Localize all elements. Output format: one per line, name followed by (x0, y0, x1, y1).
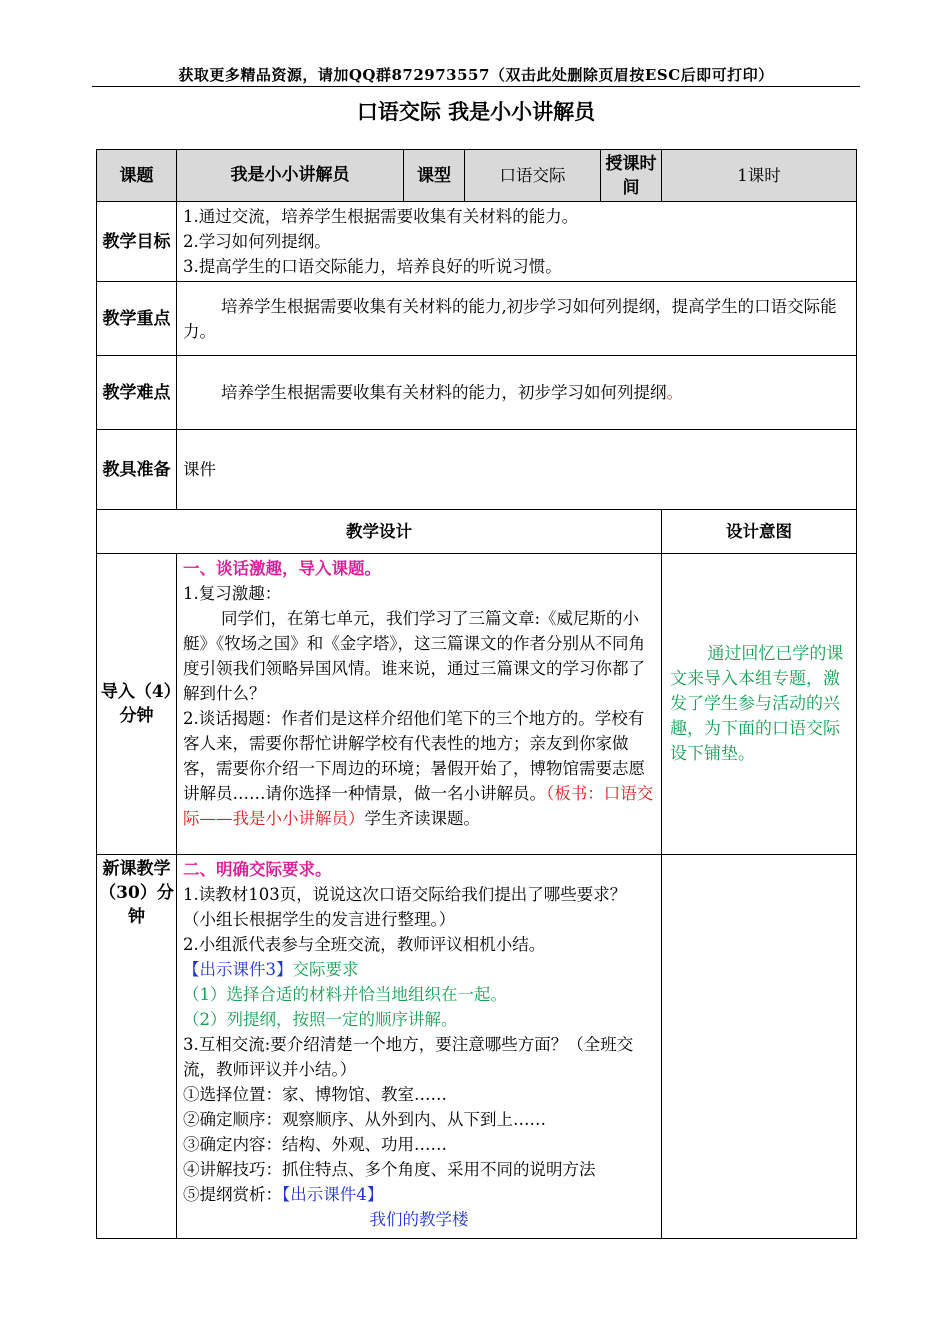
difficulties-content (177, 356, 857, 430)
time-label: 授课时间 (601, 150, 662, 202)
document-title: 口语交际 我是小小讲解员 (356, 99, 596, 124)
requirements-title: 交际要求 (292, 960, 359, 979)
aspect-item: ②确定顺序：观察顺序、从外到内、从下到上…… (183, 1110, 546, 1129)
page-header-note: 获取更多精品资源，请加QQ群872973557（双击此处删除页眉按ESC后即可打印） (178, 66, 774, 84)
aspect-item (183, 1182, 655, 1207)
aspect-item: ③确定内容：结构、外观、功用…… (183, 1135, 447, 1154)
new-lesson-content (177, 855, 662, 1239)
materials-text: 课件 (177, 430, 857, 510)
key-points-row (97, 282, 857, 356)
new-lesson-row (97, 855, 857, 1239)
goals-row (97, 202, 857, 282)
new-lesson-label: 新课教学（30）分钟 (97, 855, 177, 1239)
lesson-plan-table (96, 149, 857, 1239)
topic-value: 我是小小讲解员 (177, 150, 404, 202)
intro-step2-end: 学生齐读课题。 (364, 809, 480, 828)
difficulties-row (97, 356, 857, 430)
info-row (97, 150, 857, 202)
new-lesson-design-intent (662, 855, 857, 1239)
building-outline-title: 我们的教学楼 (369, 1210, 469, 1229)
materials-label: 教具准备 (97, 430, 177, 510)
header-divider (92, 86, 860, 87)
goals-content (177, 202, 857, 282)
type-label: 课型 (404, 150, 465, 202)
new-lesson-step2: 2.小组派代表参与全班交流，教师评议相机小结。 (183, 935, 546, 954)
goals-label: 教学目标 (97, 202, 177, 282)
intro-step1: 1.复习激趣： (183, 584, 282, 603)
new-lesson-step1: 1.读教材103页，说说这次口语交际给我们提出了哪些要求？（小组长根据学生的发言进行整理。） (183, 885, 627, 929)
topic-label: 课题 (97, 150, 177, 202)
aspect-item-5-text: ⑤提纲赏析： (183, 1185, 282, 1204)
board-note: （板书：口语交际——我是小小讲解员） (183, 784, 654, 828)
key-points-label: 教学重点 (97, 282, 177, 356)
design-header-left: 教学设计 (97, 510, 662, 554)
design-header-right: 设计意图 (662, 510, 857, 554)
aspect-item: ④讲解技巧：抓住特点、多个角度、采用不同的说明方法 (183, 1160, 596, 1179)
goal-item: 2.学习如何列提纲。 (183, 232, 331, 251)
time-value: 1课时 (662, 150, 857, 202)
requirement-1: （1）选择合适的材料并恰当地组织在一起。 (183, 985, 507, 1004)
difficulties-end-mark: 。 (666, 383, 683, 402)
goal-item: 3.提高学生的口语交际能力，培养良好的听说习惯。 (183, 257, 562, 276)
intro-paragraph: 同学们，在第七单元，我们学习了三篇文章:《威尼斯的小艇》《牧场之国》和《金字塔》，这三篇课文的作者分别从不同角度引领我们领略异国风情。谁来说，通过三篇课文的学习你都了解到什么？ (183, 609, 645, 703)
courseware-3-line (183, 957, 655, 982)
difficulties-text: 培养学生根据需要收集有关材料的能力，初步学习如何列提纲 (220, 383, 667, 402)
new-lesson-step3: 3.互相交流:要介绍清楚一个地方，要注意哪些方面？（全班交流，教师评议并小结。） (183, 1035, 634, 1079)
intro-design-intent: 通过回忆已学的课文来导入本组专题，激发了学生参与活动的兴趣，为下面的口语交际设下铺垫。 (662, 554, 857, 855)
difficulties-label: 教学难点 (97, 356, 177, 430)
intro-content (177, 554, 662, 855)
type-value: 口语交际 (465, 150, 601, 202)
intro-step2 (183, 706, 655, 831)
goal-item: 1.通过交流，培养学生根据需要收集有关材料的能力。 (183, 207, 579, 226)
key-points-text: 培养学生根据需要收集有关材料的能力,初步学习如何列提纲，提高学生的口语交际能力。 (177, 282, 857, 356)
requirement-2: （2）列提纲，按照一定的顺序讲解。 (183, 1010, 458, 1029)
intro-step2-text: 2.谈话揭题：作者们是这样介绍他们笔下的三个地方的。学校有客人来，需要你帮忙讲解学校有代表性的地方；亲友到你家做客，需要你介绍一下周边的环境；暑假开始了，博物馆需要志愿讲解员……请你选择一种情景，做一名小讲解员。 (183, 709, 645, 803)
aspect-item: ①选择位置：家、博物馆、教室…… (183, 1085, 447, 1104)
new-lesson-heading: 二、明确交际要求。 (183, 860, 332, 879)
materials-row (97, 430, 857, 510)
intro-label: 导入（4）分钟 (97, 554, 177, 855)
design-header-row (97, 510, 857, 554)
intro-heading: 一、谈话激趣，导入课题。 (183, 559, 381, 578)
courseware-4-tag: 【出示课件4】 (282, 1185, 384, 1204)
intro-row (97, 554, 857, 855)
courseware-3-tag: 【出示课件3】 (183, 960, 293, 979)
